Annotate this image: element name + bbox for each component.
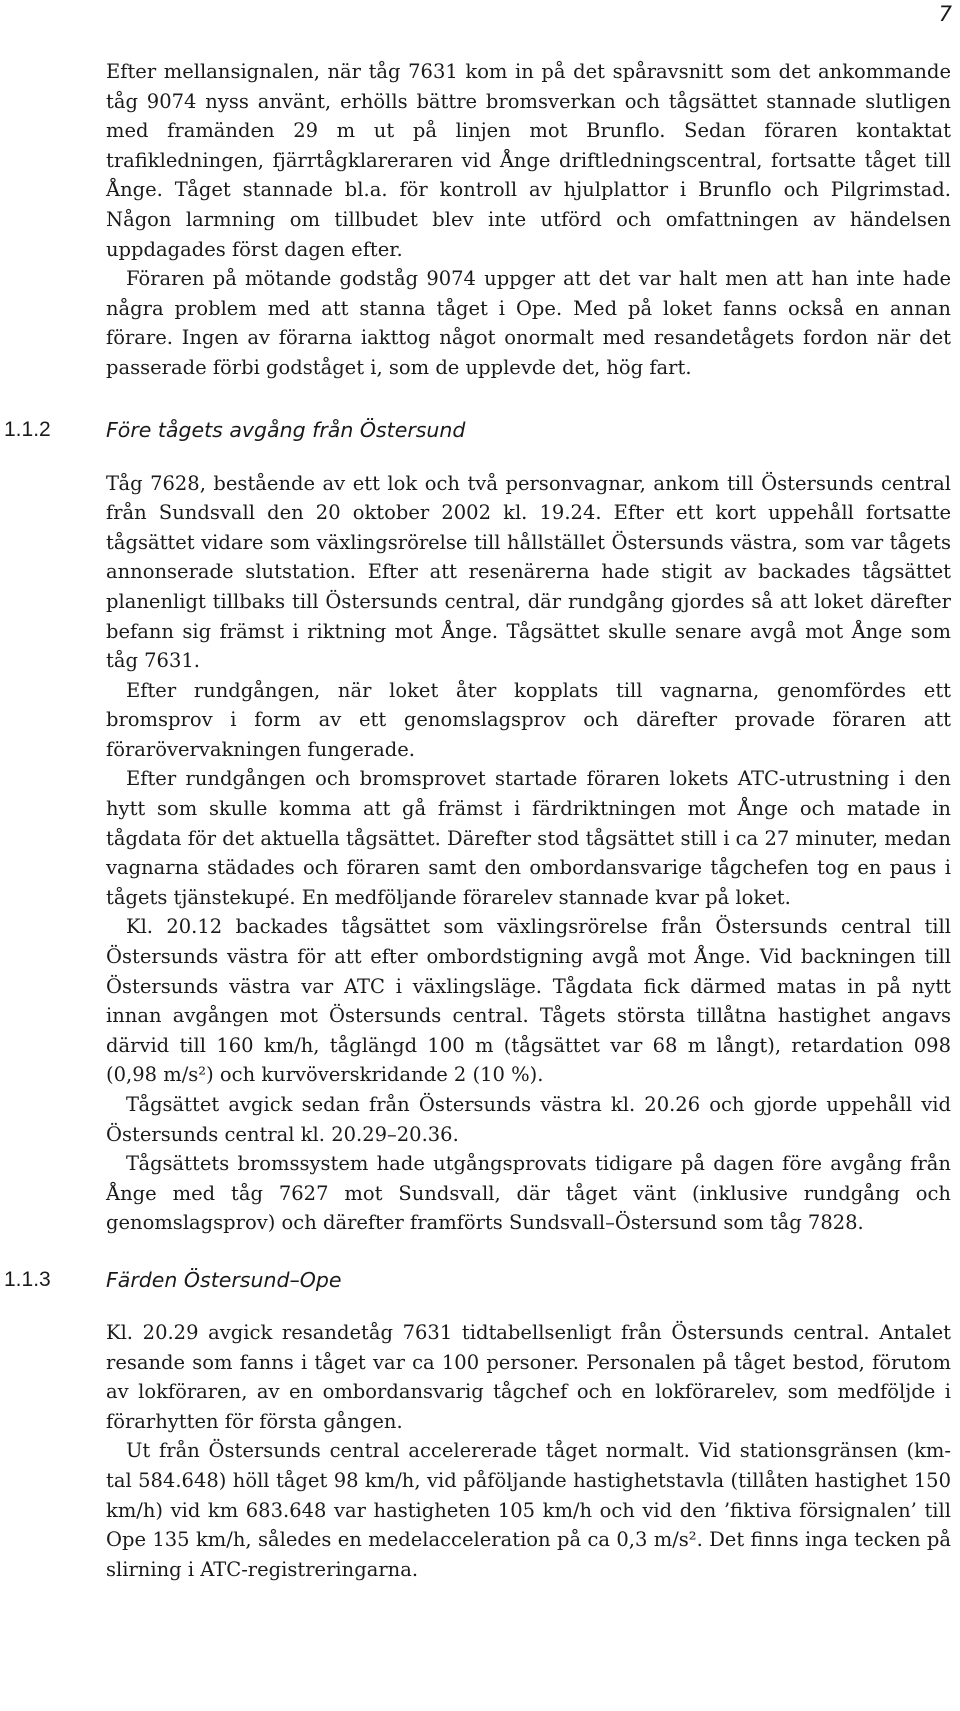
section-title: Före tågets avgång från Östersund (106, 417, 466, 442)
document-body (4, 57, 951, 1584)
paragraph: Efter rundgången och bromsprovet startade föraren lokets ATC-utrustning i den hytt som skulle komma att gå främst i färdriktningen mot Ånge och matade in tågdata för det aktuella tågsättet. Därefter stod tågsättet still i ca 27 minuter, medan vagnarna städades och föraren samt den ombordansvarige tågchefen tog en paus i tågets tjänstekupé. En medföljande förarelev stannade kvar på loket. (106, 767, 951, 909)
section-1-1-3-body (106, 1318, 951, 1584)
paragraph: Kl. 20.12 backades tågsättet som växlingsrörelse från Östersunds central till Östersunds västra för att efter ombordstigning avgå mot Ånge. Vid backningen till Östersunds västra var ATC i växlingsläge. Tågdata fick därmed matas in på nytt innan avgången mot Östersunds central. Tågets största tillåtna hastighet angavs därvid till 160 km/h, tåglängd 100 m (tågsättet var 68 m långt), retardation 098 (0,98 m/s²) och kurvöverskridande 2 (10 %). (106, 915, 951, 1087)
section-heading-1-1-3 (4, 1266, 951, 1294)
paragraph: Kl. 20.29 avgick resandetåg 7631 tidtabellsenligt från Östersunds central. Antalet resande som fanns i tåget var ca 100 personer. Personalen på tåget bestod, förutom av lokföraren, av en ombordansvarig tågchef och en lokförarelev, som medföljde i förarhytten för första gången. (106, 1320, 951, 1433)
paragraph: Ut från Östersunds central accelererade tåget normalt. Vid stationsgränsen (km-tal 584.648) höll tåget 98 km/h, vid påföljande hastighetstavla (tillåten hastighet 150 km/h) vid km 683.648 var hastigheten 105 km/h och vid den ’fiktiva försignalen’ till Ope 135 km/h, således en medelacceleration på ca 0,3 m/s². Det finns inga tecken på slirning i ATC-registreringarna. (106, 1439, 951, 1581)
section-1-1-2-body (106, 469, 951, 1238)
section-heading-1-1-2 (4, 416, 951, 444)
paragraph: Tåg 7628, bestående av ett lok och två personvagnar, ankom till Östersunds central från Sundsvall den 20 oktober 2002 kl. 19.24. Efter ett kort uppehåll fortsatte tågsättet vidare som växlingsrörelse till hållstället Östersunds västra, som var tågets annonserade slutstation. Efter att resenärerna hade stigit av backades tågsättet planenligt tillbaks till Östersunds central, där rundgång gjordes så att loket därefter befann sig främst i riktning mot Ånge. Tågsättet skulle senare avgå mot Ånge som tåg 7631. (106, 471, 951, 673)
paragraph: Föraren på mötande godståg 9074 uppger att det var halt men att han inte hade några problem med att stanna tåget i Ope. Med på loket fanns också en annan förare. Ingen av förarna iakttog något onormalt med resandetågets fordon när det passerade förbi godståget i, som de upplevde det, hög fart. (106, 267, 951, 379)
paragraph: Efter mellansignalen, när tåg 7631 kom in på det spåravsnitt som det ankommande tåg 9074 nyss använt, erhölls bättre bromsverkan och tågsättet stannade slutligen med framänden 29 m ut på linjen mot Brunflo. Sedan föraren kontaktat trafikledningen, fjärrtågklareraren vid Ånge driftledningscentral, fortsatte tåget till Ånge. Tåget stannade bl.a. för kontroll av hjulplattor i Brunflo och Pilgrimstad. Någon larmning om tillbudet blev inte utförd och omfattningen av händelsen uppdagades först dagen efter. (106, 60, 951, 261)
paragraph: Tågsättet avgick sedan från Östersunds västra kl. 20.26 och gjorde uppehåll vid Östersunds central kl. 20.29–20.36. (106, 1093, 951, 1146)
paragraph: Tågsättets bromssystem hade utgångsprovats tidigare på dagen före avgång från Ånge med tåg 7627 mot Sundsvall, där tåget vänt (inklusive rundgång och genomslagsprov) och därefter framförts Sundsvall–Östersund som tåg 7828. (106, 1152, 951, 1235)
section-title: Färden Östersund–Ope (106, 1267, 342, 1292)
section-number: 1.1.3 (4, 1267, 51, 1291)
page-number: 7 (938, 2, 952, 26)
paragraph: Efter rundgången, när loket åter kopplats till vagnarna, genomfördes ett bromsprov i form av ett genomslagsprov och därefter provade föraren att förarövervakningen fungerade. (106, 678, 951, 761)
section-intro (106, 57, 951, 383)
section-number: 1.1.2 (4, 417, 51, 441)
